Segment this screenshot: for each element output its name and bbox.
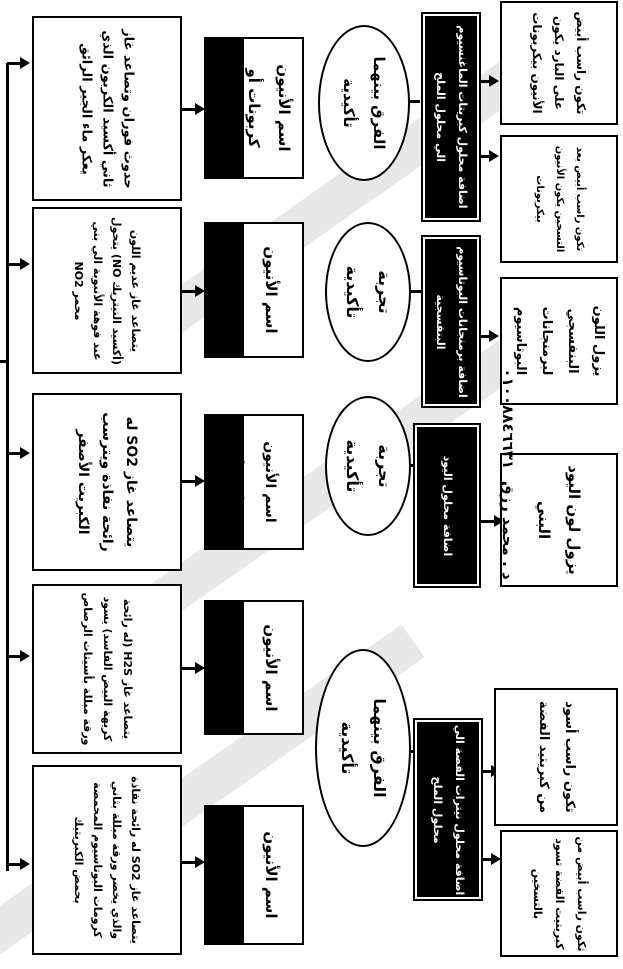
connector-line: [7, 863, 21, 866]
result-box-bicarbonate-cold: [500, 1, 618, 125]
connector-line: [182, 290, 196, 293]
test-box-text: اضافة محلول كبريتات الماغنسيوم الي محلول الملح: [434, 25, 469, 209]
anion-box-nitrite: [204, 222, 304, 358]
connector-line: [410, 100, 420, 103]
gas-box-text: يتصاعد غاز SO2 له رائحة نفاذة والذي يخضر ورقة مبللة بثاني كرومات البوتاسيوم المحمضة بحمض الكبريتيك: [72, 776, 142, 944]
author-phone: ٠١٠٠٨٨٤٦٦٣١: [499, 368, 517, 470]
connector-line: [182, 667, 196, 670]
result-box-iodine-fade: [500, 453, 618, 587]
gas-box-thiosulfate: [32, 393, 182, 571]
author-name: د . محمد رزق: [499, 481, 517, 580]
author-credit: [483, 324, 517, 624]
anion-box-text: اسم الأنيون كربونات أو بيكربونات: [215, 64, 293, 152]
result-box-text: يزول لون اليود البني: [535, 465, 583, 575]
ellipse-text: الفرق بينهما تأكيدية: [338, 698, 389, 798]
result-box-text: يزول اللون البنفسجي لبرمنجانات البوتاسيوم: [513, 305, 606, 377]
gas-box-sulfite: [32, 765, 182, 955]
anion-box-thiosulfate: [204, 414, 304, 550]
arrow-right-icon: [20, 858, 30, 870]
arrow-right-icon: [20, 57, 30, 69]
anion-box-text: اسم الأنيون كبريتيت: [228, 831, 280, 919]
spine-stub: [0, 360, 8, 363]
spine-line: [6, 63, 9, 871]
result-box-silver-sulfite: [500, 830, 618, 957]
connector-line: [411, 290, 421, 293]
gas-box-sulfide: [32, 584, 182, 754]
result-box-text: تكون راسب أسود من كبريتيد الفضة: [536, 700, 577, 814]
result-box-text: تكون راسب أبيض على البارد يكون الأنيون بيكربونات: [530, 11, 588, 115]
ellipse-nitrite-confirm: [325, 222, 411, 362]
test-box-permanganate: [421, 235, 481, 408]
result-box-bicarbonate-hot: [500, 135, 618, 263]
arrow-right-icon: [20, 650, 30, 662]
arrow-right-icon: [489, 150, 499, 162]
connector-line: [7, 452, 21, 455]
result-box-text: تكون راسب أبيض من كبريتيت الفضة تسود بالتسخين: [531, 836, 588, 951]
test-box-silver-nitrate: [413, 718, 483, 901]
anion-box-carbonate: [204, 37, 304, 179]
anion-box-sulfide: [204, 600, 304, 735]
anion-box-sulfite: [204, 805, 304, 945]
gas-box-text: يتصاعد غاز H2S (له رائحة كريهة البيض الفاسد) يسود ورقة مبللة بأسيتات الرصاص: [81, 592, 134, 746]
result-box-silver-sulfide: [494, 688, 618, 826]
gas-box-text: يتصاعد غاز عديم اللون (أكسيد النيتريك NO) يتحول عند فوهة الأنبوبة الي بني محمر NO2: [72, 216, 142, 365]
ellipse-text: تجربة تأكيدية: [343, 265, 394, 319]
gas-box-carbonate: [32, 16, 182, 201]
result-box-permanganate-fade: [500, 277, 618, 405]
connector-line: [182, 480, 196, 483]
test-box-text: اضافة محلول اليود: [441, 455, 454, 556]
connector-line: [7, 62, 21, 65]
ellipse-text: تجربة تأكيدية: [343, 439, 394, 493]
ellipse-thiosulfate-confirm: [325, 396, 411, 536]
test-box-text: اضافة محلول نيترات الفضة الي محلول الملح: [431, 724, 466, 895]
ellipse-text: الفرق بينهما تأكيدية: [340, 56, 388, 150]
connector-line: [7, 655, 21, 658]
arrow-right-icon: [20, 447, 30, 459]
connector-line: [182, 861, 196, 864]
connector-line: [7, 263, 21, 266]
anion-box-text: اسم الأنيون كبريتيد: [228, 623, 280, 712]
gas-box-text: يتصاعد غاز SO2 له رائحة نفاذة ويترسب الكبريت الأصفر: [75, 412, 139, 552]
test-box-text: اضافة برمنجانات البوتاسيوم البنفسجية: [434, 245, 469, 398]
test-box-magnesium-sulfate: [421, 12, 481, 222]
arrow-right-icon: [20, 258, 30, 270]
gas-box-text: حدوث فوران وتصاعد غاز ثاني أكسيد الكربون الذي يعكر ماء الجير الرائق: [78, 28, 136, 189]
ellipse-carbonate-diff: [318, 25, 410, 181]
arrow-right-icon: [489, 75, 499, 87]
anion-box-text: اسم الأنيون نيتريت: [228, 246, 280, 334]
connector-line: [182, 108, 196, 111]
anion-box-text: اسم الأنيون ثيوكبريتات: [230, 441, 278, 523]
test-box-iodine: [413, 423, 481, 588]
gas-box-nitrite: [32, 207, 182, 374]
ellipse-sulfide-sulfite-diff: [315, 649, 411, 847]
result-box-text: تكون راسب أبيض بعد التسخين يكون الأنيون بيكربونات: [534, 145, 585, 253]
